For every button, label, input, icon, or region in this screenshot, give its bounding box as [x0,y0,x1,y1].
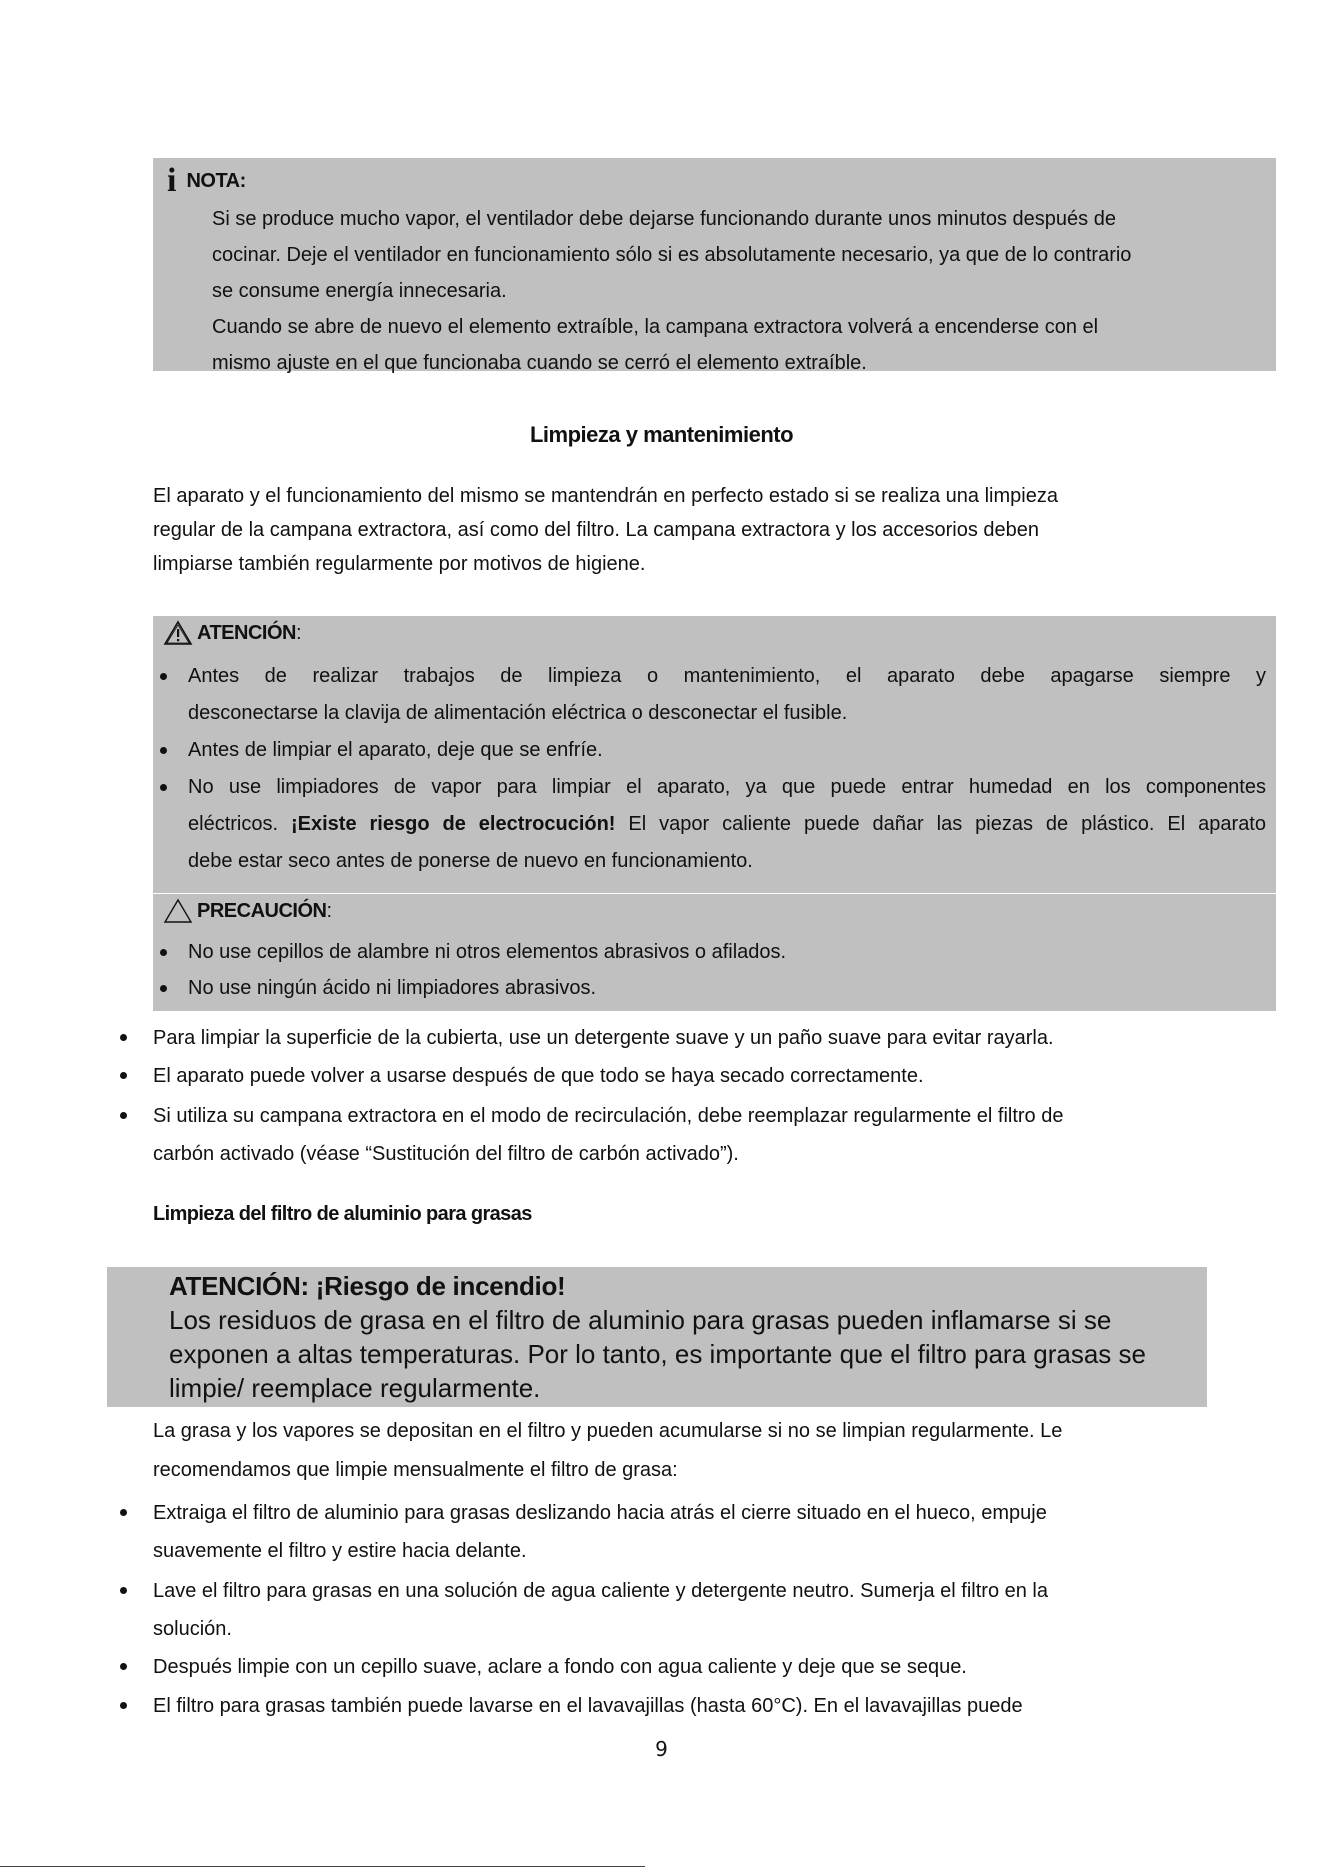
attention-line: Antes de limpiar el aparato, deje que se enfríe. [188,739,603,761]
bullet-icon [158,934,168,971]
bullet-icon [158,970,168,1007]
bullet-icon [118,1057,128,1095]
bullet-icon [118,1572,128,1610]
fire-warning-title: ATENCIÓN: ¡Riesgo de incendio! [169,1271,566,1301]
list-item-text: carbón activado (véase “Sustitución del filtro de carbón activado”). [153,1143,739,1165]
caution-header [163,898,332,924]
intro-paragraph [153,479,1283,581]
attention-text: El vapor caliente puede dañar las piezas de plástico. El aparato [615,813,1266,835]
bullet-icon [158,732,168,769]
warning-triangle-icon [163,620,193,646]
filter-step-text: El filtro para grasas también puede lavarse en el lavavajillas (hasta 60°C). En el lavavajillas puede [153,1695,1023,1717]
filter-step-text: Lave el filtro para grasas en una solución de agua caliente y detergente neutro. Sumerja el filtro en la [153,1580,1048,1602]
list-item-text: Para limpiar la superficie de la cubierta, use un detergente suave y un paño suave para evitar rayarla. [153,1027,1054,1049]
attention-text: eléctricos. [188,813,291,835]
bullet-icon [158,769,168,806]
attention-line: debe estar seco antes de ponerse de nuevo en funcionamiento. [188,850,753,872]
intro-line: El aparato y el funcionamiento del mismo se mantendrán en perfecto estado si se realiza una limpieza [153,485,1058,507]
intro-line: regular de la campana extractora, así como del filtro. La campana extractora y los accesorios deben [153,519,1040,541]
caution-line: No use ningún ácido ni limpiadores abrasivos. [188,977,597,999]
filter-step-text: Extraiga el filtro de aluminio para grasas deslizando hacia atrás el cierre situado en el hueco, empuje [153,1502,1047,1524]
note-line: mismo ajuste en el que funcionaba cuando se cerró el elemento extraíble. [212,352,867,374]
bullet-icon [118,1019,128,1057]
info-icon: i [167,162,177,199]
bullet-icon [118,1687,128,1725]
intro-line: limpiarse también regularmente por motivos de higiene. [153,553,646,575]
fire-warning-line: limpie/ reemplace regularmente. [169,1373,541,1403]
list-item-text: Si utiliza su campana extractora en el modo de recirculación, debe reemplazar regularmente el filtro de [153,1105,1064,1127]
note-line: se consume energía innecesaria. [212,280,507,302]
attention-line: No use limpiadores de vapor para limpiar el aparato, ya que puede entrar humedad en los componentes [188,776,1266,798]
attention-box [153,616,1276,893]
footer-rule [0,1866,645,1867]
caution-colon: : [326,899,333,922]
note-line: Cuando se abre de nuevo el elemento extraíble, la campana extractora volverá a encenderse con el [212,316,1099,338]
page-number: 9 [655,1737,668,1761]
list-item-text: El aparato puede volver a usarse después de que todo se haya secado correctamente. [153,1065,924,1087]
note-box [153,158,1276,374]
caution-box [153,894,1276,1011]
filter-step-text: Después limpie con un cepillo suave, aclare a fondo con agua caliente y deje que se seque. [153,1656,967,1678]
bullet-icon [118,1494,128,1532]
bullet-icon [158,658,168,695]
note-line: cocinar. Deje el ventilador en funcionamiento sólo si es absolutamente necesario, ya que de lo contrario [212,244,1132,266]
fire-warning-line: exponen a altas temperaturas. Por lo tanto, es importante que el filtro para grasas se [169,1339,1146,1369]
fire-warning-box [107,1267,1207,1407]
attention-header [163,620,302,646]
attention-label: ATENCIÓN [197,621,296,644]
section-title: Limpieza y mantenimiento [529,422,794,447]
note-line: Si se produce mucho vapor, el ventilador debe dejarse funcionando durante unos minutos después de [212,208,1116,230]
bullet-icon [118,1648,128,1686]
note-label: NOTA: [186,169,246,192]
attention-line [188,806,1266,843]
electrocution-warning: ¡Existe riesgo de electrocución! [290,813,616,835]
fire-warning-line: Los residuos de grasa en el filtro de aluminio para grasas pueden inflamarse si se [169,1305,1112,1335]
note-header [167,164,246,198]
caution-label: PRECAUCIÓN [197,899,327,922]
grease-intro-line: recomendamos que limpie mensualmente el filtro de grasa: [153,1459,678,1481]
grease-intro-line: La grasa y los vapores se depositan en el filtro y pueden acumularse si no se limpian regularmente. Le [153,1420,1063,1442]
subsection-title: Limpieza del filtro de aluminio para grasas [153,1203,532,1225]
note-text [212,201,1272,381]
attention-line: Antes de realizar trabajos de limpieza o mantenimiento, el aparato debe apagarse siempre y [188,665,1266,687]
caution-line: No use cepillos de alambre ni otros elementos abrasivos o afilados. [188,941,787,963]
bullet-icon [118,1097,128,1135]
grease-intro-paragraph [153,1412,1062,1490]
attention-colon: : [295,621,302,644]
filter-step-text: solución. [153,1618,232,1640]
attention-line: desconectarse la clavija de alimentación eléctrica o desconectar el fusible. [188,702,848,724]
caution-triangle-icon [163,898,193,924]
filter-step-text: suavemente el filtro y estire hacia delante. [153,1540,527,1562]
